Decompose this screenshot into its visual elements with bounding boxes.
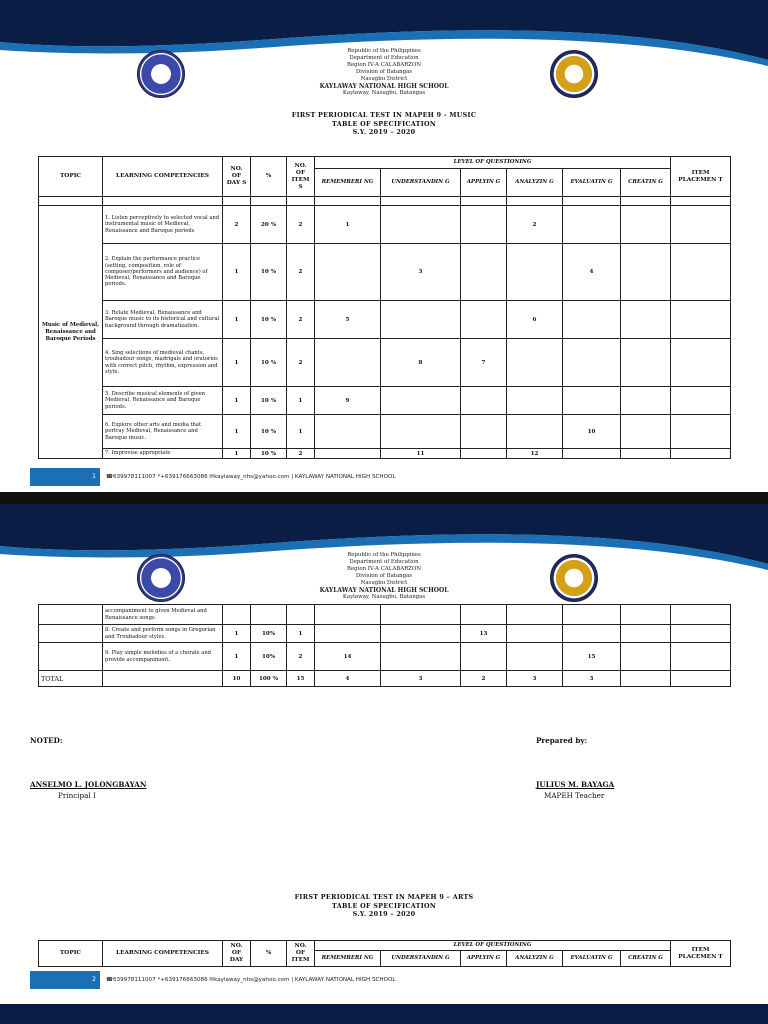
document-page-2 bbox=[0, 504, 768, 1024]
col-analyzing: ANALYZIN G bbox=[507, 169, 563, 197]
understanding-cell: 3 bbox=[381, 244, 461, 301]
evaluating-cell bbox=[563, 301, 621, 339]
competency-row bbox=[39, 605, 731, 625]
analyzing-cell: 6 bbox=[507, 301, 563, 339]
analyzing-cell bbox=[507, 605, 563, 625]
title-line: TABLE OF SPECIFICATION bbox=[331, 901, 437, 910]
page-footer bbox=[0, 971, 768, 989]
competency-row bbox=[39, 449, 731, 459]
percent-cell: 20 % bbox=[251, 206, 287, 244]
item-placement-cell bbox=[671, 605, 731, 625]
applying-cell bbox=[461, 415, 507, 449]
analyzing-cell: 2 bbox=[507, 206, 563, 244]
topic-cell bbox=[39, 605, 103, 625]
days-cell bbox=[223, 605, 251, 625]
arts-title bbox=[234, 893, 534, 919]
percent-cell: 10 % bbox=[251, 339, 287, 387]
days-cell: 1 bbox=[223, 415, 251, 449]
days-cell: 1 bbox=[223, 244, 251, 301]
percent-cell: 10 % bbox=[251, 244, 287, 301]
remembering-cell bbox=[315, 339, 381, 387]
items-cell: 2 bbox=[287, 643, 315, 671]
col-item-placement: ITEM PLACEMEN T bbox=[671, 157, 731, 197]
applying-cell: 13 bbox=[461, 625, 507, 643]
school-name: KAYLAWAY NATIONAL HIGH SCHOOL bbox=[319, 83, 449, 90]
music-tos-table-continued bbox=[38, 604, 731, 687]
creating-cell bbox=[621, 387, 671, 415]
competency-row bbox=[39, 625, 731, 643]
creating-cell bbox=[621, 339, 671, 387]
creating-cell bbox=[621, 449, 671, 459]
total-items: 15 bbox=[287, 671, 315, 687]
remembering-cell: 1 bbox=[315, 206, 381, 244]
footer-contact: ☎639978111007 *+639176663086 ✉kaylaway_nhs@yahoo.com | KAYLAWAY NATIONAL HIGH SCHOOL bbox=[106, 977, 396, 983]
items-cell: 1 bbox=[287, 625, 315, 643]
school-seal-logo bbox=[550, 50, 598, 98]
school-name: KAYLAWAY NATIONAL HIGH SCHOOL bbox=[319, 587, 449, 594]
remembering-cell: 14 bbox=[315, 643, 381, 671]
analyzing-cell bbox=[507, 339, 563, 387]
percent-cell: 10% bbox=[251, 643, 287, 671]
creating-cell bbox=[621, 301, 671, 339]
letterhead bbox=[234, 48, 534, 97]
competency-cell: 6. Explore other arts and media that portray Medieval, Renaissance and Baroque music. bbox=[103, 415, 223, 449]
letterhead-line: Department of Education bbox=[349, 559, 419, 565]
remembering-cell bbox=[315, 625, 381, 643]
col-percent: % bbox=[251, 157, 287, 197]
creating-cell bbox=[621, 625, 671, 643]
page-number: 2 bbox=[30, 971, 100, 989]
evaluating-cell bbox=[563, 206, 621, 244]
col-level-of-questioning: LEVEL OF QUESTIONING bbox=[315, 157, 671, 169]
item-placement-cell bbox=[671, 387, 731, 415]
music-tos-table bbox=[38, 156, 731, 459]
school-address: Kaylaway, Nasugbu, Batangas bbox=[342, 594, 426, 600]
competency-cell: 3. Relate Medieval, Renaissance and Baroque music to its historical and cultural background through dramatization. bbox=[103, 301, 223, 339]
total-percent: 100 % bbox=[251, 671, 287, 687]
evaluating-cell bbox=[563, 625, 621, 643]
applying-cell bbox=[461, 449, 507, 459]
deped-seal-logo bbox=[137, 50, 185, 98]
percent-cell: 10 % bbox=[251, 415, 287, 449]
competency-cell: accompaniment to given Medieval and Renaissance songs. bbox=[103, 605, 223, 625]
item-placement-cell bbox=[671, 244, 731, 301]
title-line: S.Y. 2019 – 2020 bbox=[352, 910, 416, 918]
evaluating-cell bbox=[563, 449, 621, 459]
page-number: 1 bbox=[30, 468, 100, 486]
analyzing-cell bbox=[507, 244, 563, 301]
col-percent: % bbox=[251, 941, 287, 967]
letterhead-line: Department of Education bbox=[349, 55, 419, 61]
items-cell: 1 bbox=[287, 387, 315, 415]
total-remembering: 4 bbox=[315, 671, 381, 687]
days-cell: 1 bbox=[223, 643, 251, 671]
applying-cell bbox=[461, 605, 507, 625]
item-placement-cell bbox=[671, 449, 731, 459]
item-placement-cell bbox=[671, 206, 731, 244]
understanding-cell bbox=[381, 415, 461, 449]
understanding-cell: 11 bbox=[381, 449, 461, 459]
total-understanding: 3 bbox=[381, 671, 461, 687]
item-placement-cell bbox=[671, 415, 731, 449]
understanding-cell bbox=[381, 643, 461, 671]
understanding-cell bbox=[381, 625, 461, 643]
col-days: NO. OF DAY bbox=[223, 941, 251, 967]
competency-cell: 5. Describe musical elements of given Medieval, Renaissance and Baroque periods. bbox=[103, 387, 223, 415]
letterhead bbox=[234, 552, 534, 601]
understanding-cell bbox=[381, 605, 461, 625]
remembering-cell bbox=[315, 415, 381, 449]
analyzing-cell bbox=[507, 387, 563, 415]
music-title bbox=[234, 111, 534, 137]
competency-cell: 2. Explain the performance practice (setting, composition, role of composer/performers and audience) of Medieval, Renaissance and Baroque periods. bbox=[103, 244, 223, 301]
items-cell: 1 bbox=[287, 415, 315, 449]
document-page-1 bbox=[0, 0, 768, 492]
evaluating-cell: 4 bbox=[563, 244, 621, 301]
col-understanding: UNDERSTANDIN G bbox=[381, 169, 461, 197]
title-line: TABLE OF SPECIFICATION bbox=[331, 119, 437, 128]
col-creating: CREATIN G bbox=[621, 951, 671, 967]
days-cell: 1 bbox=[223, 339, 251, 387]
principal-name: ANSELMO L. JOLONGBAYAN bbox=[30, 780, 147, 789]
letterhead-line: Region IV-A CALABARZON bbox=[346, 566, 422, 572]
spacer-row bbox=[39, 197, 731, 206]
topic-cell: Music of Medieval, Renaissance and Baroque Periods bbox=[39, 206, 103, 459]
percent-cell: 10% bbox=[251, 625, 287, 643]
col-evaluating: EVALUATIN G bbox=[563, 169, 621, 197]
topic-cell bbox=[39, 625, 103, 643]
total-analyzing: 3 bbox=[507, 671, 563, 687]
items-cell bbox=[287, 605, 315, 625]
total-applying: 2 bbox=[461, 671, 507, 687]
letterhead-line: Division of Batangas bbox=[355, 69, 413, 75]
arts-tos-table bbox=[38, 940, 731, 967]
letterhead-line: Division of Batangas bbox=[355, 573, 413, 579]
letterhead-line: Nasugbu District bbox=[360, 76, 408, 82]
remembering-cell bbox=[315, 449, 381, 459]
col-item-placement: ITEM PLACEMEN T bbox=[671, 941, 731, 967]
days-cell: 1 bbox=[223, 301, 251, 339]
evaluating-cell bbox=[563, 339, 621, 387]
col-understanding: UNDERSTANDIN G bbox=[381, 951, 461, 967]
creating-cell bbox=[621, 605, 671, 625]
competency-row bbox=[39, 643, 731, 671]
footer-contact: ☎639978111007 *+639176663086 ✉kaylaway_nhs@yahoo.com | KAYLAWAY NATIONAL HIGH SCHOOL bbox=[106, 474, 396, 480]
creating-cell bbox=[621, 415, 671, 449]
deped-seal-logo bbox=[137, 554, 185, 602]
remembering-cell bbox=[315, 244, 381, 301]
remembering-cell: 5 bbox=[315, 301, 381, 339]
col-evaluating: EVALUATIN G bbox=[563, 951, 621, 967]
title-line: FIRST PERIODICAL TEST IN MAPEH 9 – ARTS bbox=[294, 893, 474, 901]
days-cell: 1 bbox=[223, 387, 251, 415]
competency-row bbox=[39, 206, 731, 244]
applying-cell: 7 bbox=[461, 339, 507, 387]
percent-cell bbox=[251, 605, 287, 625]
col-level-of-questioning: LEVEL OF QUESTIONING bbox=[315, 941, 671, 951]
items-cell: 2 bbox=[287, 244, 315, 301]
competency-row bbox=[39, 244, 731, 301]
prepared-by-label: Prepared by: bbox=[536, 736, 588, 745]
page-footer bbox=[0, 468, 768, 486]
days-cell: 1 bbox=[223, 449, 251, 459]
competency-cell: 9. Play simple melodies of a chorale and provide accompaniment. bbox=[103, 643, 223, 671]
evaluating-cell: 10 bbox=[563, 415, 621, 449]
items-cell: 2 bbox=[287, 206, 315, 244]
col-topic: TOPIC bbox=[39, 157, 103, 197]
col-competencies: LEARNING COMPETENCIES bbox=[103, 157, 223, 197]
item-placement-cell bbox=[671, 339, 731, 387]
competency-cell: 1. Listen perceptively to selected vocal and instrumental music of Medieval, Renaissance and Baroque periods bbox=[103, 206, 223, 244]
competency-row bbox=[39, 339, 731, 387]
letterhead-line: Nasugbu District bbox=[360, 580, 408, 586]
total-label: TOTAL bbox=[39, 671, 103, 687]
col-creating: CREATIN G bbox=[621, 169, 671, 197]
col-competencies: LEARNING COMPETENCIES bbox=[103, 941, 223, 967]
school-address: Kaylaway, Nasugbu, Batangas bbox=[342, 90, 426, 96]
item-placement-cell bbox=[671, 643, 731, 671]
item-placement-cell bbox=[671, 625, 731, 643]
understanding-cell: 8 bbox=[381, 339, 461, 387]
creating-cell bbox=[621, 244, 671, 301]
school-seal-logo bbox=[550, 554, 598, 602]
items-cell: 2 bbox=[287, 301, 315, 339]
percent-cell: 10 % bbox=[251, 449, 287, 459]
applying-cell bbox=[461, 206, 507, 244]
letterhead-line: Region IV-A CALABARZON bbox=[346, 62, 422, 68]
remembering-cell: 9 bbox=[315, 387, 381, 415]
col-applying: APPLYIN G bbox=[461, 951, 507, 967]
creating-cell bbox=[621, 206, 671, 244]
understanding-cell bbox=[381, 387, 461, 415]
evaluating-cell bbox=[563, 605, 621, 625]
percent-cell: 10 % bbox=[251, 301, 287, 339]
topic-cell bbox=[39, 643, 103, 671]
competency-row bbox=[39, 387, 731, 415]
competency-cell: 4. Sing selections of medieval chants, troubadour songs, madrigals and oratorios with correct pitch, rhythm, expression and style. bbox=[103, 339, 223, 387]
competency-cell: 8. Create and perform songs in Gregorian and Troubadour styles. bbox=[103, 625, 223, 643]
analyzing-cell: 12 bbox=[507, 449, 563, 459]
item-placement-cell bbox=[671, 301, 731, 339]
total-days: 10 bbox=[223, 671, 251, 687]
col-remembering: REMEMBERI NG bbox=[315, 951, 381, 967]
competency-row bbox=[39, 415, 731, 449]
analyzing-cell bbox=[507, 625, 563, 643]
applying-cell bbox=[461, 244, 507, 301]
applying-cell bbox=[461, 387, 507, 415]
total-evaluating: 3 bbox=[563, 671, 621, 687]
remembering-cell bbox=[315, 605, 381, 625]
col-items: NO. OF ITEM S bbox=[287, 157, 315, 197]
items-cell: 2 bbox=[287, 339, 315, 387]
analyzing-cell bbox=[507, 643, 563, 671]
teacher-name: JULIUS M. BAYAGA bbox=[536, 780, 615, 789]
principal-title: Principal I bbox=[58, 791, 96, 800]
title-line: S.Y. 2019 – 2020 bbox=[352, 128, 416, 136]
days-cell: 2 bbox=[223, 206, 251, 244]
creating-cell bbox=[621, 643, 671, 671]
teacher-title: MAPEH Teacher bbox=[544, 791, 605, 800]
competency-cell: 7. Improvise appropriate bbox=[103, 449, 223, 459]
analyzing-cell bbox=[507, 415, 563, 449]
col-days: NO. OF DAY S bbox=[223, 157, 251, 197]
items-cell: 2 bbox=[287, 449, 315, 459]
total-row bbox=[39, 671, 731, 687]
noted-label: NOTED: bbox=[30, 736, 63, 745]
letterhead-line: Republic of the Philippines bbox=[347, 48, 421, 54]
percent-cell: 10 % bbox=[251, 387, 287, 415]
page-3-banner-edge bbox=[0, 1004, 768, 1024]
evaluating-cell bbox=[563, 387, 621, 415]
letterhead-line: Republic of the Philippines bbox=[347, 552, 421, 558]
understanding-cell bbox=[381, 301, 461, 339]
col-analyzing: ANALYZIN G bbox=[507, 951, 563, 967]
days-cell: 1 bbox=[223, 625, 251, 643]
col-topic: TOPIC bbox=[39, 941, 103, 967]
col-applying: APPLYIN G bbox=[461, 169, 507, 197]
col-items: NO. OF ITEM bbox=[287, 941, 315, 967]
competency-row bbox=[39, 301, 731, 339]
applying-cell bbox=[461, 643, 507, 671]
applying-cell bbox=[461, 301, 507, 339]
title-line: FIRST PERIODICAL TEST IN MAPEH 9 - MUSIC bbox=[291, 111, 477, 119]
evaluating-cell: 15 bbox=[563, 643, 621, 671]
understanding-cell bbox=[381, 206, 461, 244]
col-remembering: REMEMBERI NG bbox=[315, 169, 381, 197]
